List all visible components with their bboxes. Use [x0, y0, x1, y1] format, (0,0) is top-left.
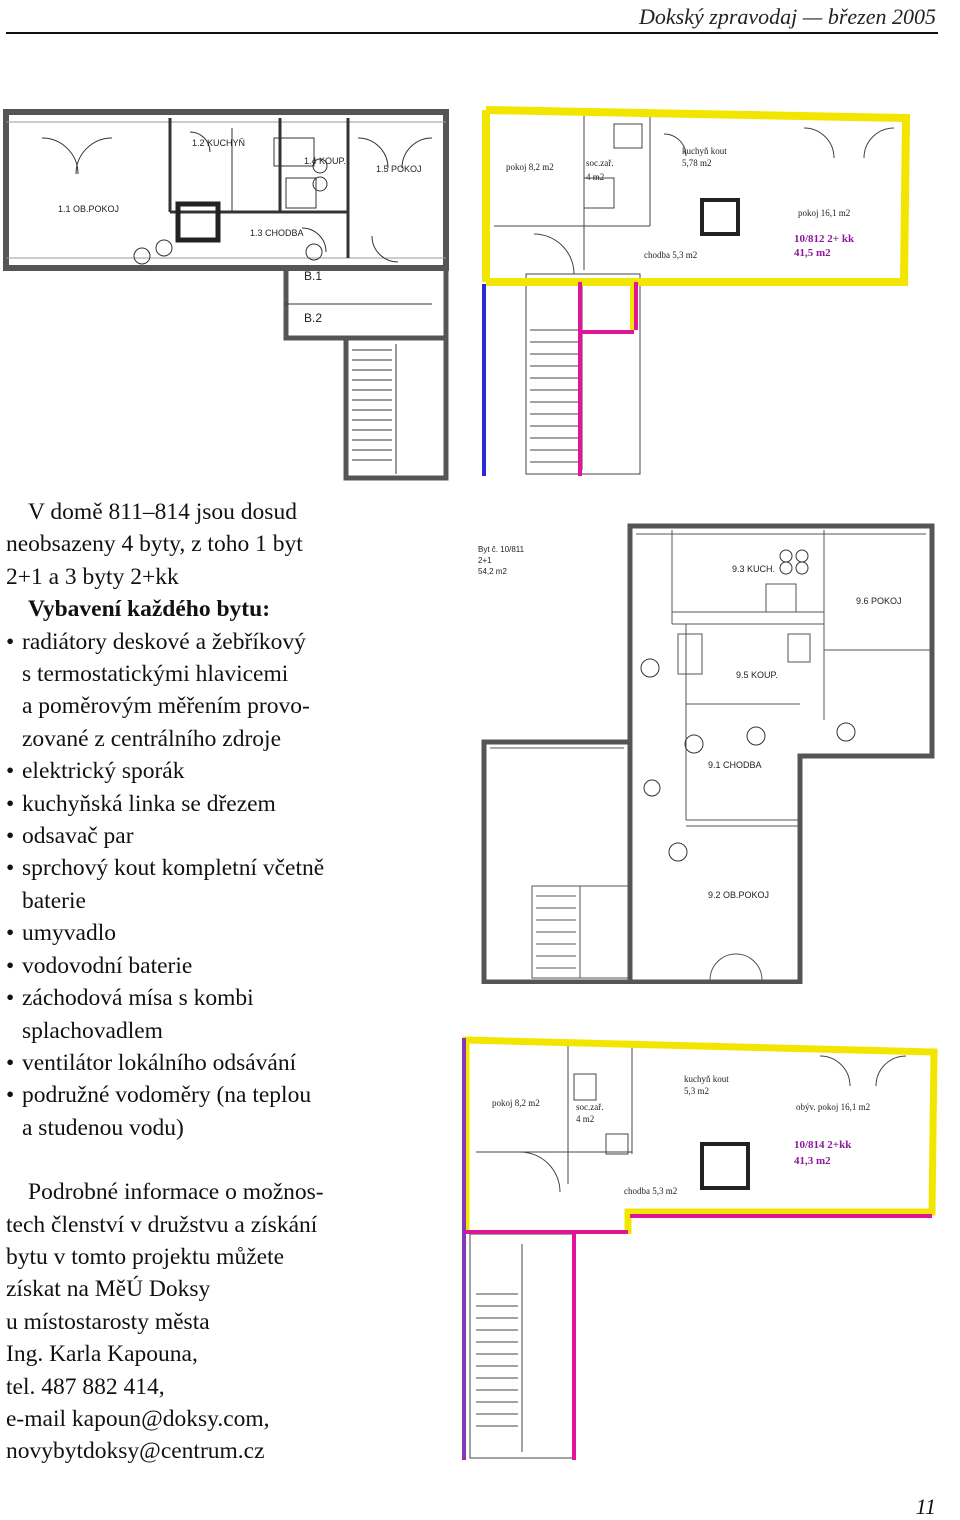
plan3-caption-3: 54,2 m2	[478, 567, 507, 576]
header-title: Dokský zpravodaj — březen 2005	[639, 4, 936, 29]
intro-line: neobsazeny 4 byty, z toho 1 byt	[6, 531, 303, 558]
header-rule	[6, 32, 938, 34]
contact-line: u místostarosty města	[6, 1308, 210, 1335]
plan2-room-3: 4 m2	[586, 172, 605, 182]
plan1-room-6: B.1	[304, 269, 323, 283]
list-item-line: • ventilátor lokálního odsávání	[22, 1049, 297, 1076]
plan4-unit-area: 41,3 m2	[794, 1155, 831, 1167]
plan2-room-5: 5,78 m2	[682, 158, 712, 168]
contact-email: novybytdoksy@centrum.cz	[6, 1438, 265, 1465]
plan2-unit-label: 10/812 2+ kk	[794, 233, 855, 245]
list-item-line: • sprchový kout kompletní včetně	[22, 855, 325, 882]
list-item-line: • radiátory deskové a žebříkový	[22, 628, 306, 655]
list-item-line: • elektrický sporák	[22, 758, 185, 785]
list-item	[6, 950, 446, 982]
contact-line: tech členství v družstvu a získání	[6, 1211, 318, 1238]
plan3-room-4: 9.1 CHODBA	[708, 760, 762, 770]
article	[6, 496, 446, 1468]
plan1-room-2: 1.2 KUCHYŇ	[192, 138, 246, 148]
floor-plan-2	[474, 104, 946, 484]
list-item-line: s termostatickými hlavicemi	[22, 661, 289, 688]
plan4-room-3: 4 m2	[576, 1114, 595, 1124]
plan4-room-7: chodba 5,3 m2	[624, 1186, 678, 1196]
list-item-line: a studenou vodu)	[22, 1114, 184, 1141]
plan3-room-1: 9.3 KUCH.	[732, 564, 776, 574]
plan2-room-7: chodba 5,3 m2	[644, 250, 698, 260]
list-item-line: baterie	[22, 887, 86, 914]
intro-line: 2+1 a 3 byty 2+kk	[6, 563, 179, 590]
list-item	[6, 917, 446, 949]
contact-email: e-mail kapoun@doksy.com,	[6, 1405, 270, 1432]
plan1-room-3: 1.3 CHODBA	[250, 228, 304, 238]
list-item-line: • vodovodní baterie	[22, 952, 193, 979]
list-item	[6, 852, 446, 917]
list-item-line: • umyvadlo	[22, 920, 116, 947]
plan2-room-6: pokoj 16,1 m2	[798, 208, 851, 218]
list-item	[6, 755, 446, 787]
list-item	[6, 1079, 446, 1144]
plan4-room-4: kuchyň kout	[684, 1074, 729, 1084]
floor-plan-1	[2, 108, 450, 484]
plan1-room-7: B.2	[304, 311, 323, 325]
plan2-unit-area: 41,5 m2	[794, 247, 831, 259]
contact-line: tel. 487 882 414,	[6, 1373, 165, 1400]
floor-plan-4	[456, 1034, 950, 1464]
plan4-room-2: soc.zař.	[576, 1102, 604, 1112]
floor-plan-3	[476, 520, 938, 984]
plan2-room-4: kuchyň kout	[682, 146, 727, 156]
contact-line: získat na MěÚ Doksy	[6, 1276, 211, 1303]
list-item-line: • záchodová mísa s kombi	[22, 985, 254, 1012]
list-item	[6, 626, 446, 756]
list-item-line: splachovadlem	[22, 1017, 163, 1044]
plan1-room-4: 1.4 KOUP.	[304, 156, 346, 166]
equipment-list	[6, 626, 446, 1145]
plan4-unit-label: 10/814 2+kk	[794, 1139, 852, 1151]
plan4-room-5: 5,3 m2	[684, 1086, 710, 1096]
plan4-room-6: obýv. pokoj 16,1 m2	[796, 1102, 871, 1112]
list-item	[6, 820, 446, 852]
plan2-room-2: soc.zař.	[586, 158, 614, 168]
plan3-room-5: 9.2 OB.POKOJ	[708, 890, 770, 900]
list-item-line: • kuchyňská linka se dřezem	[22, 790, 276, 817]
plan1-room-1: 1.1 OB.POKOJ	[58, 204, 120, 214]
plan1-room-5: 1.5 POKOJ	[376, 164, 422, 174]
page-number: 11	[915, 1494, 936, 1519]
list-item	[6, 788, 446, 820]
plan3-room-2: 9.6 POKOJ	[856, 596, 902, 606]
contact-line: bytu v tomto projektu můžete	[6, 1243, 285, 1270]
plan3-caption-2: 2+1	[478, 556, 492, 565]
list-item	[6, 982, 446, 1047]
equipment-heading: Vybavení každého bytu:	[28, 596, 271, 623]
plan3-room-3: 9.5 KOUP.	[736, 670, 778, 680]
contact-line: Podrobné informace o možnos-	[28, 1179, 324, 1206]
plan3-caption-1: Byt č. 10/811	[478, 545, 525, 554]
list-item-line: • podružné vodoměry (na teplou	[22, 1082, 312, 1109]
intro-line: V domě 811–814 jsou dosud	[28, 499, 297, 525]
list-item	[6, 1047, 446, 1079]
contact-line: Ing. Karla Kapouna,	[6, 1341, 198, 1368]
list-item-line: • odsavač par	[22, 823, 134, 850]
plan2-room-1: pokoj 8,2 m2	[506, 162, 554, 172]
list-item-line: a poměrovým měřením provo-	[22, 693, 310, 720]
plan4-room-1: pokoj 8,2 m2	[492, 1098, 540, 1108]
list-item-line: zované z centrálního zdroje	[22, 725, 282, 752]
